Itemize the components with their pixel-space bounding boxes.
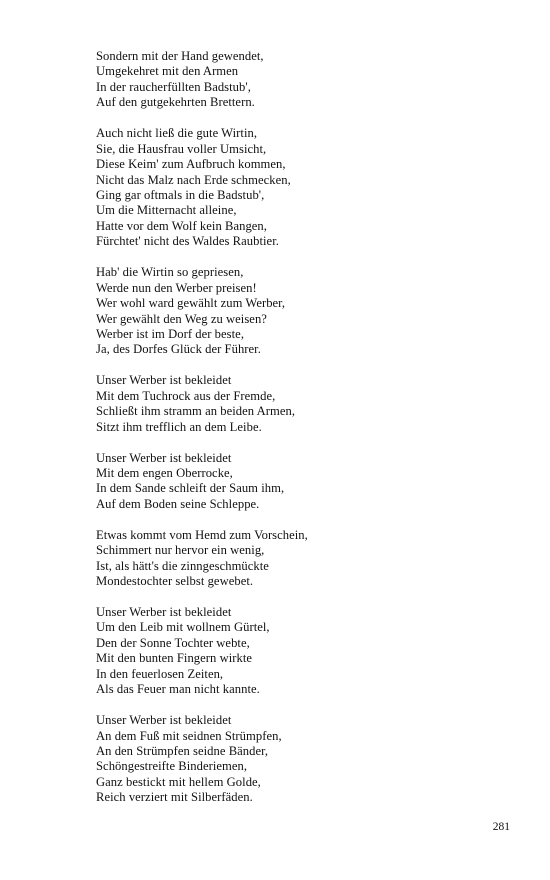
verse-line: Sondern mit der Hand gewendet, [96,49,264,63]
verse-line: In der raucherfüllten Badstub', [96,79,251,94]
verse-line: Hab' die Wirtin so gepriesen, [96,265,244,280]
verse-line: Ganz bestickt mit hellem Golde, [96,774,261,789]
verse-line: Auch nicht ließ die gute Wirtin, [96,126,258,141]
verse-line: Diese Keim' zum Aufbruch kommen, [96,157,286,172]
verse-line: In den feuerlosen Zeiten, [96,666,224,681]
verse-line: Als das Feuer man nicht kannte. [96,682,260,697]
verse-line: Fürchtet' nicht des Waldes Raubtier. [96,234,279,249]
verse-line: Nicht das Malz nach Erde schmecken, [96,172,291,187]
verse-line: Den der Sonne Tochter webte, [96,635,250,650]
verse-line: Mit dem Tuchrock aus der Fremde, [96,388,276,403]
stanza [96,373,516,435]
stanza [96,265,516,358]
verse-line: Schließt ihm stramm an beiden Armen, [96,404,296,419]
verse-line: Etwas kommt vom Hemd zum Vorschein, [96,527,308,542]
verse-line: Wer wohl ward gewählt zum Werber, [96,296,286,311]
verse-line: Ist, als hätt's die zinngeschmückte [96,558,269,573]
verse-line: An dem Fuß mit seidnen Strümpfen, [96,728,282,743]
stanza [96,49,516,111]
verse-line: Unser Werber ist bekleidet [96,713,232,728]
verse-line: Schimmert nur hervor ein wenig, [96,543,265,558]
verse-line: Mit den bunten Fingern wirkte [96,651,253,666]
stanza [96,126,516,250]
stanza [96,528,516,590]
verse-line: Werde nun den Werber preisen! [96,280,257,295]
verse-line: Wer gewählt den Weg zu weisen? [96,311,267,326]
verse-line: Umgekehret mit den Armen [96,64,239,79]
verse-line: Ja, des Dorfes Glück der Führer. [96,342,261,357]
verse-line: In dem Sande schleift der Saum ihm, [96,481,285,496]
verse-line: An den Strümpfen seidne Bänder, [96,743,269,758]
poem-text [96,49,516,821]
stanza [96,451,516,513]
verse-line: Mondestochter selbst gewebet. [96,574,254,589]
verse-line: Sitzt ihm trefflich an dem Leibe. [96,419,262,434]
verse-line: Mit dem engen Oberrocke, [96,465,233,480]
verse-line: Unser Werber ist bekleidet [96,373,232,388]
stanza [96,713,516,806]
verse-line: Um die Mitternacht alleine, [96,203,237,218]
verse-line: Unser Werber ist bekleidet [96,604,232,619]
page-number: 281 [492,821,510,833]
verse-line: Reich verziert mit Silberfäden. [96,790,253,805]
verse-line: Unser Werber ist bekleidet [96,450,232,465]
verse-line: Auf den gutgekehrten Brettern. [96,95,255,110]
verse-line: Hatte vor dem Wolf kein Bangen, [96,218,267,233]
verse-line: Ging gar oftmals in die Badstub', [96,188,265,203]
stanza [96,605,516,698]
verse-line: Sie, die Hausfrau voller Umsicht, [96,141,267,156]
verse-line: Um den Leib mit wollnem Gürtel, [96,620,270,635]
verse-line: Schöngestreifte Binderiemen, [96,759,248,774]
verse-line: Werber ist im Dorf der beste, [96,327,245,342]
verse-line: Auf dem Boden seine Schleppe. [96,496,260,511]
